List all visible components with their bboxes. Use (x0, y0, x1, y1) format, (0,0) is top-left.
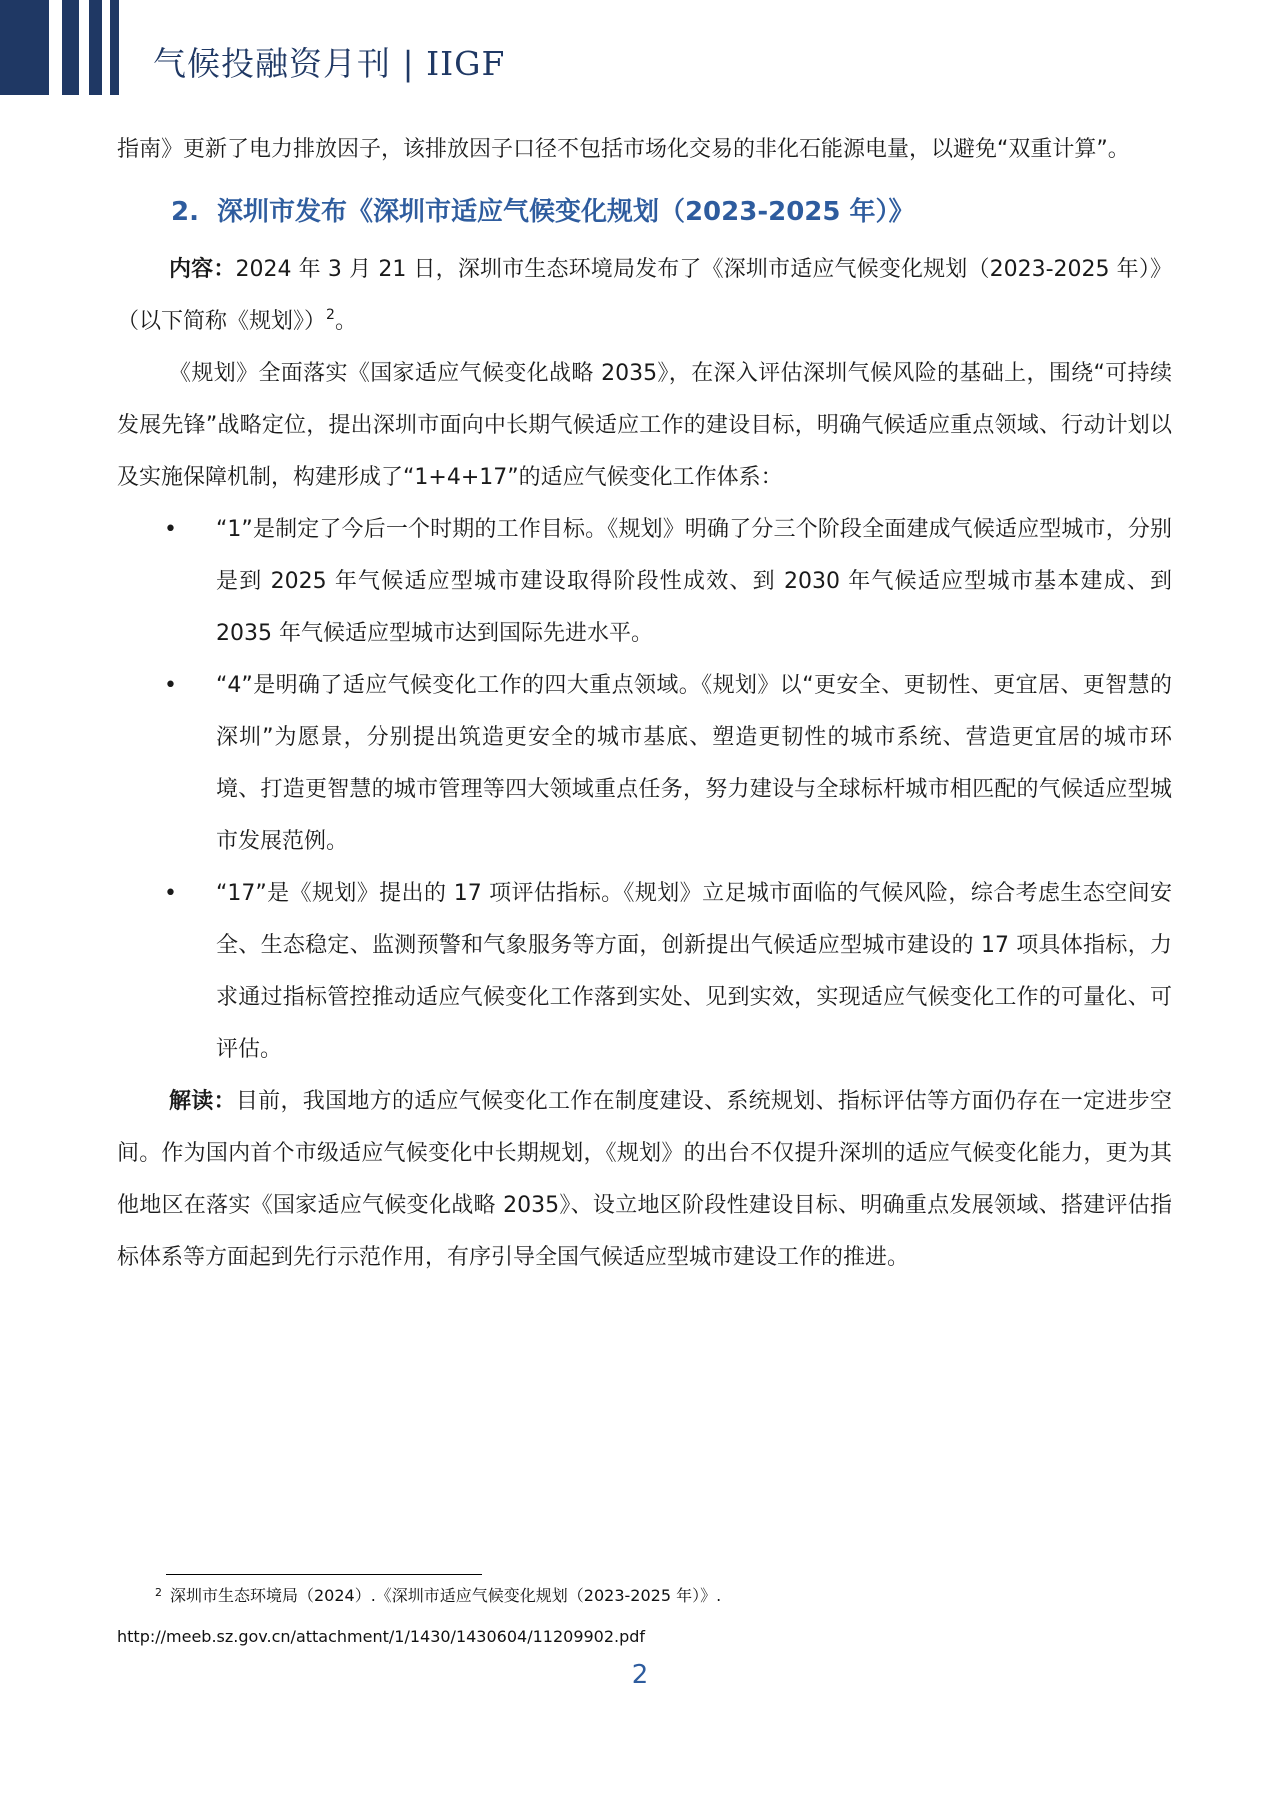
main-content (117, 124, 1172, 1284)
footnote-citation-text: 深圳市生态环境局（2024）.《深圳市适应气候变化规划（2023-2025 年）》. (170, 1586, 722, 1605)
section-heading (171, 183, 1172, 241)
list-item (117, 868, 1172, 1076)
content-text: 2024 年 3 月 21 日，深圳市生态环境局发布了《深圳市适应气候变化规划（2023-2025 年）》（以下简称《规划》） (117, 257, 1172, 334)
bullet-icon: • (164, 881, 177, 906)
bullet-list (117, 504, 1172, 1076)
footnote-ref[interactable]: 2 (326, 307, 335, 323)
bullet-text: “1”是制定了今后一个时期的工作目标。《规划》明确了分三个阶段全面建成气候适应型城市，分别是到 2025 年气候适应型城市建设取得阶段性成效、到 2030 年气候适应型城市基本建成、到 2035 年气候适应型城市达到国际先进水平。 (216, 517, 1172, 646)
footnote-url[interactable]: http://meeb.sz.gov.cn/attachment/1/1430/1430604/11209902.pdf (117, 1627, 646, 1646)
continuation-paragraph: 指南》更新了电力排放因子，该排放因子口径不包括市场化交易的非化石能源电量，以避免“双重计算”。 (117, 137, 1130, 162)
page-number: 2 (631, 1660, 649, 1690)
bullet-icon: • (164, 673, 177, 698)
list-item (117, 660, 1172, 868)
bullet-text: “4”是明确了适应气候变化工作的四大重点领域。《规划》以“更安全、更韧性、更宜居、更智慧的深圳”为愿景，分别提出筑造更安全的城市基底、塑造更韧性的城市系统、营造更宜居的城市环境、打造更智慧的城市管理等四大领域重点任务，努力建设与全球标杆城市相匹配的气候适应型城市发展范例。 (216, 673, 1172, 854)
section-title: 深圳市发布《深圳市适应气候变化规划（2023-2025 年）》 (216, 197, 915, 227)
bullet-icon: • (164, 517, 177, 542)
header-bar-1 (0, 0, 49, 95)
header-bar-2 (62, 0, 79, 95)
section-number: 2. (171, 197, 199, 227)
header-bar-4 (110, 0, 119, 95)
journal-title: 气候投融资月刊 | IIGF (153, 44, 506, 83)
footnote-citation (155, 1585, 721, 1607)
footnote-divider (166, 1574, 482, 1575)
bullet-text: “17”是《规划》提出的 17 项评估指标。《规划》立足城市面临的气候风险，综合考虑生态空间安全、生态稳定、监测预警和气象服务等方面，创新提出气候适应型城市建设的 17 项具体指标，力求通过指标管控推动适应气候变化工作落到实处、见到实效，实现适应气候变化工作的可量化、可评估。 (216, 881, 1172, 1062)
content-label: 内容： (169, 257, 236, 282)
list-item (117, 504, 1172, 660)
header-bar-3 (89, 0, 102, 95)
footnote-mark: 2 (155, 1586, 162, 1599)
interpretation-label: 解读： (169, 1089, 236, 1114)
content-end: 。 (334, 309, 357, 334)
interpretation-text: 目前，我国地方的适应气候变化工作在制度建设、系统规划、指标评估等方面仍存在一定进步空间。作为国内首个市级适应气候变化中长期规划，《规划》的出台不仅提升深圳的适应气候变化能力，更为其他地区在落实《国家适应气候变化战略 2035》、设立地区阶段性建设目标、明确重点发展领域、搭建评估指标体系等方面起到先行示范作用，有序引导全国气候适应型城市建设工作的推进。 (117, 1089, 1172, 1270)
interpretation-paragraph (117, 1076, 1172, 1284)
intro-paragraph: 《规划》全面落实《国家适应气候变化战略 2035》，在深入评估深圳气候风险的基础上，围绕“可持续发展先锋”战略定位，提出深圳市面向中长期气候适应工作的建设目标，明确气候适应重点领域、行动计划以及实施保障机制，构建形成了“1+4+17”的适应气候变化工作体系： (117, 361, 1172, 490)
content-paragraph (117, 244, 1172, 348)
